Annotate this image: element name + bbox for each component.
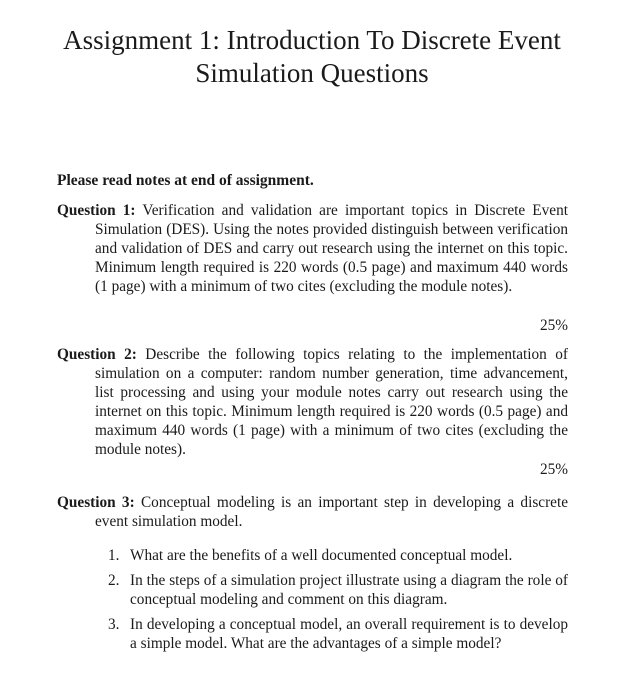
question-1 <box>57 202 568 297</box>
question-2-weight: 25% <box>539 461 568 478</box>
list-item-number: 3. <box>108 615 120 633</box>
question-2-label: Question 2: <box>57 346 137 363</box>
question-1-text: Verification and validation are important topics in Discrete Event Simulation (DES). Using the notes provided distinguish between verification and validation of DES and carry out research using the internet on this topic. Minimum length required is 220 words (0.5 page) and maximum 440 words (1 page) with a minimum of two cites (excluding the module notes). <box>95 202 568 295</box>
question-2 <box>57 346 568 459</box>
notice-text: Please read notes at end of assignment. <box>57 172 314 189</box>
title-line-2: Simulation Questions <box>195 58 429 88</box>
list-item <box>108 616 568 654</box>
list-item-text: In the steps of a simulation project illustrate using a diagram the role of conceptual modeling and comment on this diagram. <box>130 571 568 608</box>
question-3 <box>57 494 568 532</box>
question-2-text: Describe the following topics relating to the implementation of simulation on a computer: random number generation, time advancement, list processing and using your module notes carry out research using the internet on this topic. Minimum length required is 220 words (0.5 page) and maximum 440 words (1 page) with a minimum of two cites (excluding the module notes). <box>95 346 568 458</box>
title-line-1: Assignment 1: Introduction To Discrete Event <box>63 25 561 55</box>
question-1-weight: 25% <box>539 317 568 334</box>
list-item-text: What are the benefits of a well documented conceptual model. <box>130 547 513 564</box>
question-3-text: Conceptual modeling is an important step in developing a discrete event simulation model. <box>95 494 568 530</box>
list-item-text: In developing a conceptual model, an overall requirement is to develop a simple model. What are the advantages of a simple model? <box>130 615 568 652</box>
question-3-label: Question 3: <box>57 494 135 511</box>
list-item-number: 1. <box>108 547 120 564</box>
list-item-number: 2. <box>108 571 120 589</box>
question-3-sublist <box>108 547 568 660</box>
list-item <box>108 547 568 566</box>
page-title <box>20 24 604 90</box>
question-1-label: Question 1: <box>57 202 136 219</box>
list-item <box>108 572 568 610</box>
